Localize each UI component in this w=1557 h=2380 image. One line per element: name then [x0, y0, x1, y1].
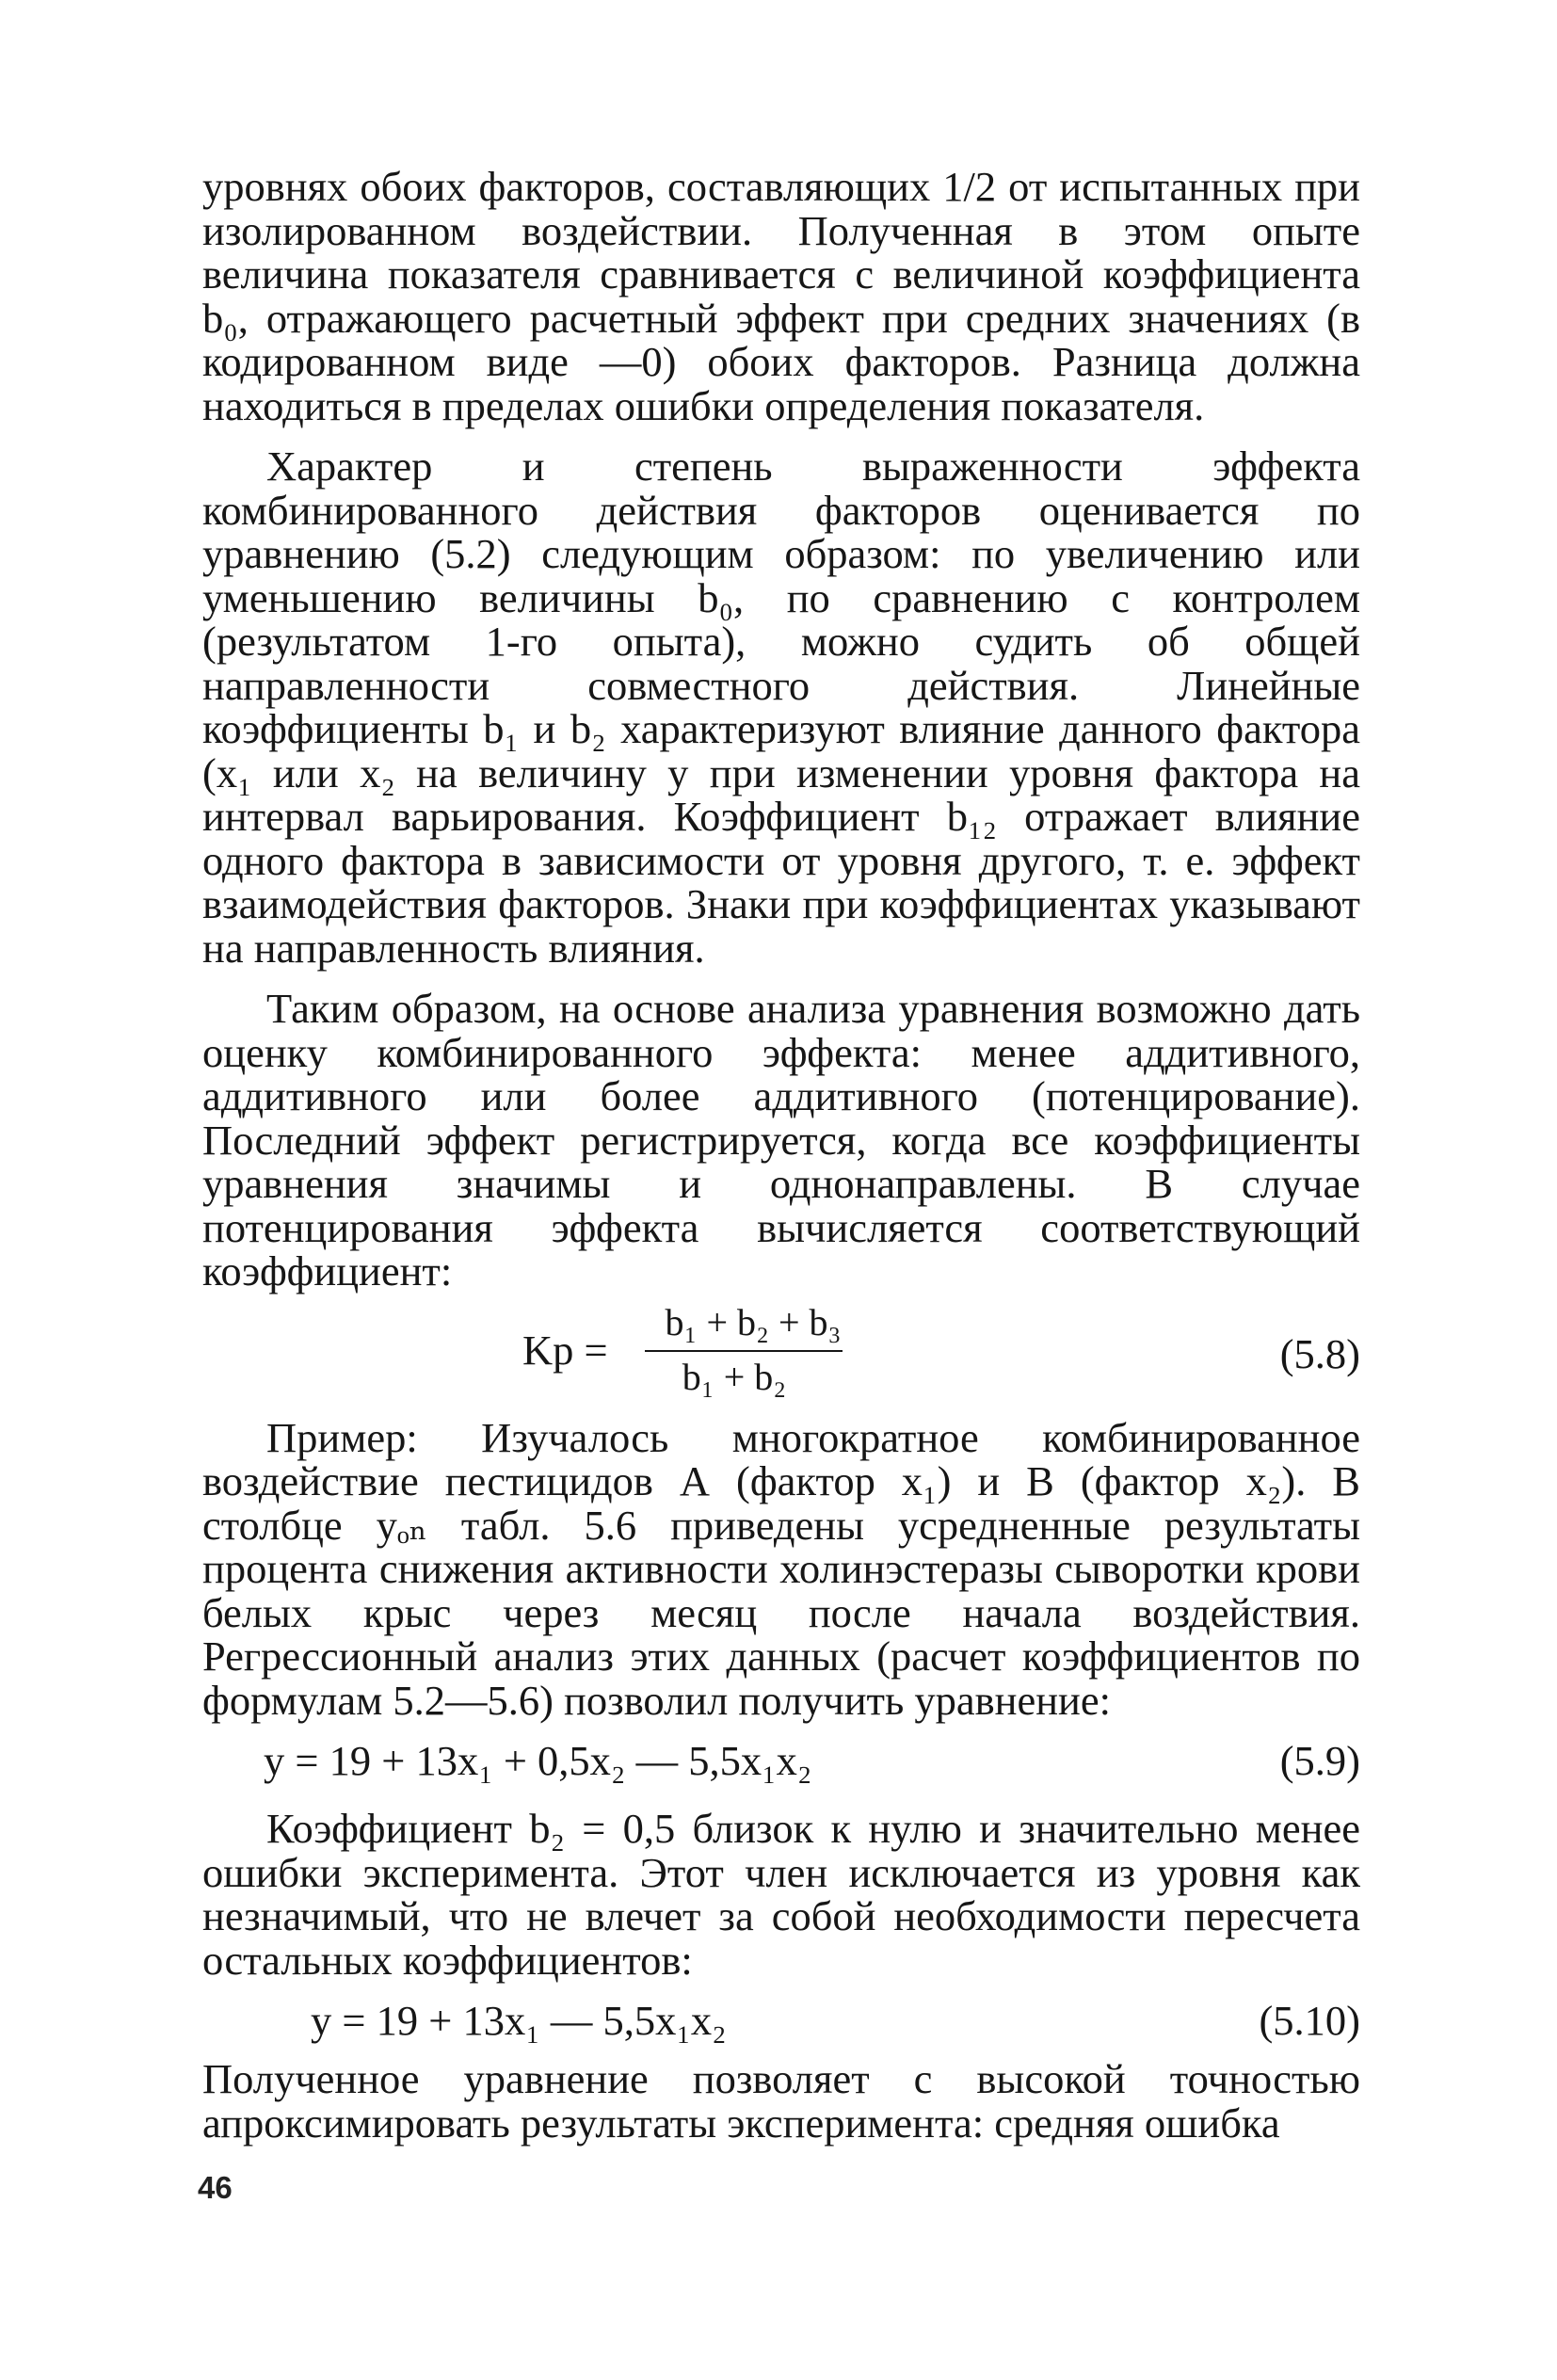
equation-5-8-numerator: b₁ + b₂ + b₃ — [665, 1300, 842, 1343]
equation-5-10-number: (5.10) — [1259, 1997, 1360, 2044]
page-body — [202, 165, 1360, 2145]
equation-5-8-fraction — [645, 1299, 861, 1401]
paragraph-4: Пример: Изучалось многократное комбинированное воздействие пестицидов А (фактор x₁) и В (фактор x₂). В столбце yₒₙ табл. 5.6 приведены усредненные результаты процента снижения активности холинэстеразы сыворотки крови белых крыс через месяц после начала воздействия. Регрессионный анализ этих данных (расчет коэффициентов по формулам 5.2—5.6) позволил получить уравнение: — [202, 1413, 1360, 1724]
page-number: 46 — [198, 2170, 233, 2205]
paragraph-6: Полученное уравнение позволяет с высокой точностью апроксимировать результаты эксперимента: средняя ошибка — [202, 2055, 1360, 2147]
paragraph-5: Коэффициент b₂ = 0,5 близок к нулю и значительно менее ошибки эксперимента. Этот член исключается из уровня как незначимый, что не влечет за собой необходимости пересчета остальных коэффициентов: — [202, 1805, 1360, 1984]
paragraph-1: уровнях обоих факторов, составляющих 1/2 от испытанных при изолированном воздействии. Полученная в этом опыте величина показателя сравнивается с величиной коэффициента b₀, отражающего расчетный эффект при средних значениях (в кодированном виде —0) обоих факторов. Разница должна находиться в пределах ошибки определения показателя. — [202, 163, 1360, 429]
equation-5-10 — [202, 1991, 1360, 2050]
equation-5-8-lhs: Kp = — [522, 1326, 608, 1374]
equation-5-9-number: (5.9) — [1279, 1737, 1360, 1784]
equation-5-8-number: (5.8) — [1279, 1329, 1360, 1377]
equation-5-9 — [202, 1731, 1360, 1790]
paragraph-2: Характер и степень выраженности эффекта комбинированного действия факторов оценивается по уравнению (5.2) следующим образом: по увеличению или уменьшению величины b₀, по сравнению с контролем (результатом 1-го опыта), можно судить об общей направленности совместного действия. Линейные коэффициенты b₁ и b₂ характеризуют влияние данного фактора (x₁ или x₂ на величину y при изменении уровня фактора на интервал варьирования. Коэффициент b₁₂ отражает влияние одного фактора в зависимости от уровня другого, т. е. эффект взаимодействия факторов. Знаки при коэффициентах указывают на направленность влияния. — [202, 442, 1360, 972]
equation-5-10-text: y = 19 + 13x₁ — 5,5x₁x₂ — [311, 1997, 727, 2044]
paragraph-3: Таким образом, на основе анализа уравнения возможно дать оценку комбинированного эффекта: менее аддитивного, аддитивного или более аддитивного (потенцирование). Последний эффект регистрируется, когда все коэффициенты уравнения значимы и однонаправлены. В случае потенцирования эффекта вычисляется соответствующий коэффициент: — [202, 985, 1360, 1295]
equation-5-8-denominator: b₁ + b₂ — [682, 1355, 787, 1398]
equation-5-9-text: y = 19 + 13x₁ + 0,5x₂ — 5,5x₁x₂ — [264, 1737, 812, 1784]
equation-5-8 — [202, 1299, 1360, 1405]
